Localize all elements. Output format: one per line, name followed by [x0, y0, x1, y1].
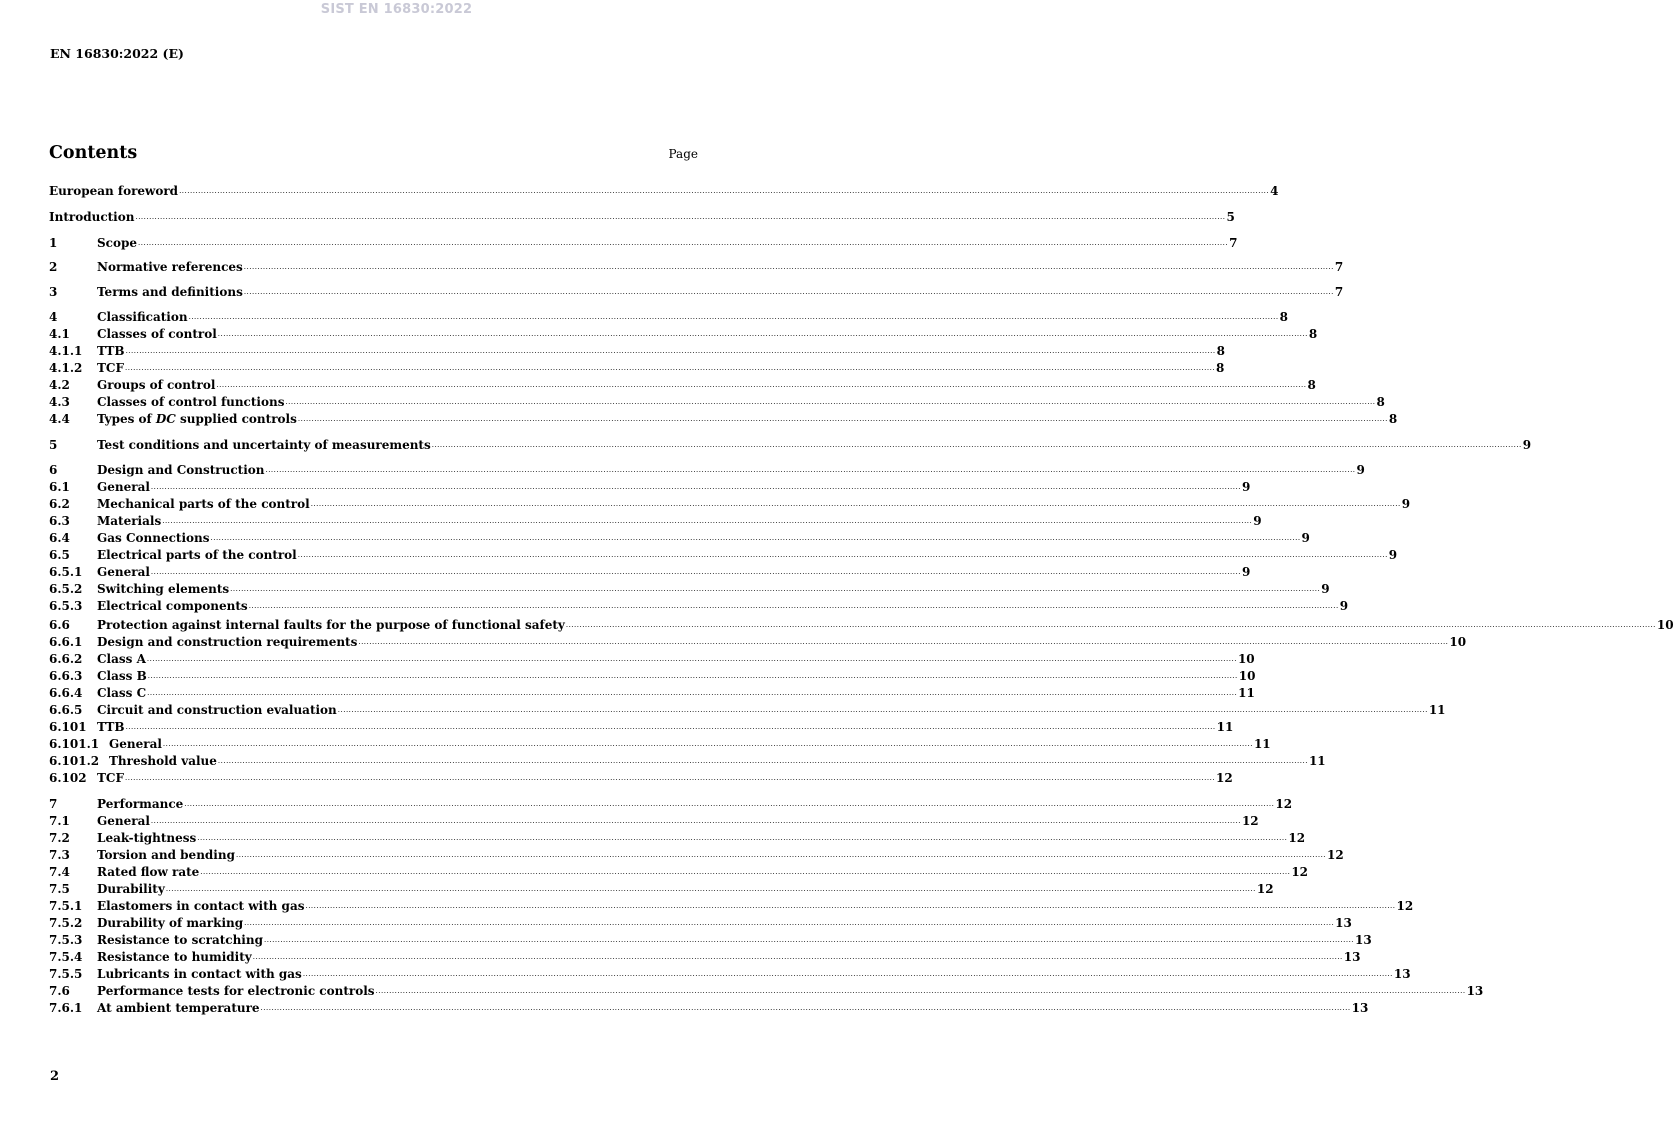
- toc-entry-number: 7.5.4: [49, 950, 83, 964]
- toc-entry-page: 9: [1401, 497, 1411, 511]
- toc-entry-page: 9: [1321, 582, 1330, 596]
- toc-entry-title: At ambient temperature: [97, 1001, 260, 1015]
- toc-entry-page: 11: [1238, 686, 1255, 700]
- toc-entry[interactable]: [49, 307, 1288, 324]
- toc-entry[interactable]: [49, 683, 1255, 700]
- toc-entry[interactable]: [49, 511, 1262, 528]
- toc-dot-leader: ................................................................................................................................................................................................................................................................................................................................................................................................................: [337, 706, 1428, 714]
- toc-dot-leader: ................................................................................................................................................................................................................................................................................................................................................................................................................: [285, 398, 1376, 406]
- toc-entry-page: 13: [1343, 950, 1361, 964]
- toc-dot-leader: ................................................................................................................................................................................................................................................................................................................................................................................................................: [184, 800, 1275, 808]
- toc-entry-page: 11: [1216, 720, 1234, 734]
- toc-dot-leader: ................................................................................................................................................................................................................................................................................................................................................................................................................: [217, 757, 1308, 765]
- toc-entry-page: 11: [1253, 737, 1271, 751]
- toc-entry-number: 6.3: [49, 514, 70, 528]
- toc-entry-number: 6.101.2: [49, 754, 100, 768]
- toc-entry-title-part: supplied controls: [175, 412, 297, 426]
- toc-entry[interactable]: [49, 494, 1411, 511]
- toc-entry[interactable]: [49, 930, 1372, 947]
- toc-entry-page: 13: [1351, 1001, 1369, 1015]
- toc-dot-leader: ................................................................................................................................................................................................................................................................................................................................................................................................................: [188, 313, 1279, 321]
- toc-entry-page: 4: [1270, 184, 1279, 198]
- toc-entry-number: 6.5.1: [49, 565, 83, 579]
- toc-dot-leader: ................................................................................................................................................................................................................................................................................................................................................................................................................: [248, 602, 1339, 610]
- toc-entry[interactable]: [49, 896, 1414, 913]
- toc-entry[interactable]: [49, 375, 1316, 392]
- toc-entry-page: 8: [1376, 395, 1385, 409]
- toc-entry-page: 8: [1279, 310, 1288, 324]
- toc-dot-leader: ................................................................................................................................................................................................................................................................................................................................................................................................................: [135, 213, 1226, 221]
- toc-entry-title-part: Types of: [97, 412, 156, 426]
- toc-dot-leader: ................................................................................................................................................................................................................................................................................................................................................................................................................: [358, 638, 1449, 646]
- document-id: EN 16830:2022 (E): [50, 46, 184, 61]
- toc-entry-title: Class A: [97, 652, 146, 666]
- toc-entry-page: 11: [1428, 703, 1446, 717]
- toc-dot-leader: ................................................................................................................................................................................................................................................................................................................................................................................................................: [125, 347, 1216, 355]
- toc-entry-number: 4.1.2: [49, 361, 83, 375]
- toc-entry[interactable]: [49, 632, 1467, 649]
- toc-entry-number: 7.3: [49, 848, 70, 862]
- toc-entry[interactable]: [49, 435, 1532, 452]
- toc-dot-leader: ................................................................................................................................................................................................................................................................................................................................................................................................................: [235, 851, 1327, 859]
- toc-entry-page: 5: [1226, 210, 1235, 224]
- toc-entry-title: Performance tests for electronic controls: [97, 984, 375, 998]
- toc-entry-page: 9: [1241, 565, 1251, 579]
- toc-entry-number: 6.6.1: [49, 635, 83, 649]
- toc-entry-title-italic: DC: [155, 412, 176, 426]
- toc-entry[interactable]: [49, 794, 1293, 811]
- toc-dot-leader: ................................................................................................................................................................................................................................................................................................................................................................................................................: [243, 263, 1334, 271]
- toc-dot-leader: ................................................................................................................................................................................................................................................................................................................................................................................................................: [146, 655, 1237, 663]
- toc-dot-leader: ................................................................................................................................................................................................................................................................................................................................................................................................................: [431, 441, 1522, 449]
- toc-entry-title: Gas Connections: [97, 531, 210, 545]
- toc-entry-number: 7.2: [49, 831, 70, 845]
- toc-dot-leader: ................................................................................................................................................................................................................................................................................................................................................................................................................: [147, 689, 1238, 697]
- toc-entry-title: Design and construction requirements: [97, 635, 358, 649]
- toc-entry-page: 9: [1253, 514, 1262, 528]
- toc-entry[interactable]: [49, 324, 1318, 341]
- toc-entry-page: 11: [1308, 754, 1326, 768]
- toc-entry-page: 9: [1388, 548, 1398, 562]
- toc-dot-leader: ................................................................................................................................................................................................................................................................................................................................................................................................................: [216, 381, 1307, 389]
- toc-entry[interactable]: [49, 717, 1234, 734]
- toc-dot-leader: ................................................................................................................................................................................................................................................................................................................................................................................................................: [138, 239, 1229, 247]
- toc-entry-number: 7.1: [49, 814, 70, 828]
- toc-entry-page: 12: [1396, 899, 1414, 913]
- page-column-label: Page: [668, 147, 698, 161]
- toc-entry-page: 12: [1327, 848, 1344, 862]
- toc-entry-number: 6.102: [49, 771, 87, 785]
- toc-dot-leader: ................................................................................................................................................................................................................................................................................................................................................................................................................: [263, 936, 1355, 944]
- toc-entry-title: [97, 412, 297, 426]
- toc-entry-title: Durability of marking: [97, 916, 244, 930]
- toc-dot-leader: ................................................................................................................................................................................................................................................................................................................................................................................................................: [230, 585, 1321, 593]
- toc-entry-number: 5: [49, 438, 58, 452]
- toc-entry-page: 13: [1393, 967, 1411, 981]
- toc-entry-number: 6.2: [49, 497, 70, 511]
- toc-entry-page: 12: [1275, 797, 1293, 811]
- toc-dot-leader: ................................................................................................................................................................................................................................................................................................................................................................................................................: [150, 568, 1241, 576]
- toc-dot-leader: ................................................................................................................................................................................................................................................................................................................................................................................................................: [243, 288, 1334, 296]
- toc-entry[interactable]: [49, 964, 1411, 981]
- toc-dot-leader: ................................................................................................................................................................................................................................................................................................................................................................................................................: [125, 364, 1216, 372]
- toc-dot-leader: ................................................................................................................................................................................................................................................................................................................................................................................................................: [565, 621, 1656, 629]
- toc-dot-leader: ................................................................................................................................................................................................................................................................................................................................................................................................................: [375, 987, 1466, 995]
- toc-dot-leader: ................................................................................................................................................................................................................................................................................................................................................................................................................: [252, 953, 1343, 961]
- toc-entry-title: Leak-tightness: [97, 831, 197, 845]
- toc-entry[interactable]: [49, 700, 1446, 717]
- toc-entry-title: Protection against internal faults for the purpose of functional safety: [97, 618, 565, 632]
- toc-entry-title: Normative references: [97, 260, 243, 274]
- toc-dot-leader: ................................................................................................................................................................................................................................................................................................................................................................................................................: [125, 723, 1216, 731]
- toc-entry-title: TCF: [97, 771, 124, 785]
- toc-entry-number: 4.2: [49, 378, 70, 392]
- toc-entry-page: 10: [1237, 652, 1255, 666]
- toc-entry-number: 7.5.1: [49, 899, 83, 913]
- toc-entry-title: General: [97, 565, 150, 579]
- toc-entry-page: 7: [1229, 236, 1238, 250]
- toc-entry-page: 12: [1256, 882, 1274, 896]
- toc-entry-title: Performance: [97, 797, 184, 811]
- toc-entry-page: 8: [1308, 327, 1318, 341]
- toc-entry[interactable]: [49, 596, 1349, 613]
- toc-dot-leader: ................................................................................................................................................................................................................................................................................................................................................................................................................: [302, 970, 1393, 978]
- toc-entry-page: 10: [1238, 669, 1256, 683]
- toc-entry[interactable]: [49, 998, 1369, 1015]
- toc-entry-title: Terms and definitions: [97, 285, 243, 299]
- toc-entry-page: 8: [1388, 412, 1398, 426]
- toc-entry-title: Resistance to humidity: [97, 950, 252, 964]
- toc-entry[interactable]: [49, 392, 1385, 409]
- toc-entry-title: Resistance to scratching: [97, 933, 263, 947]
- toc-entry-title: Classes of control functions: [97, 395, 285, 409]
- toc-entry[interactable]: [49, 358, 1225, 375]
- toc-entry-title: Electrical parts of the control: [97, 548, 297, 562]
- toc-entry-number: 6.6: [49, 618, 70, 632]
- toc-entry-number: 6.6.3: [49, 669, 83, 683]
- toc-entry-number: 6.6.4: [49, 686, 83, 700]
- toc-entry-title: Rated flow rate: [97, 865, 200, 879]
- contents-title: Contents: [49, 143, 138, 163]
- toc-entry-title: TCF: [97, 361, 124, 375]
- toc-entry-title: General: [97, 480, 150, 494]
- toc-dot-leader: ................................................................................................................................................................................................................................................................................................................................................................................................................: [244, 919, 1335, 927]
- toc-entry[interactable]: [49, 282, 1344, 299]
- toc-entry-page: 12: [1288, 831, 1306, 845]
- toc-entry-title: TTB: [97, 720, 125, 734]
- toc-entry-number: 6.101.1: [49, 737, 100, 751]
- toc-entry[interactable]: [49, 768, 1233, 785]
- toc-entry-number: 4.1.1: [49, 344, 83, 358]
- toc-entry[interactable]: [49, 409, 1398, 426]
- toc-entry-number: 7: [49, 797, 58, 811]
- toc-entry-title: Classification: [97, 310, 188, 324]
- toc-entry-number: 7.5.3: [49, 933, 83, 947]
- toc-entry-title: TTB: [97, 344, 125, 358]
- toc-entry[interactable]: [49, 257, 1344, 274]
- toc-entry-page: 13: [1466, 984, 1484, 998]
- toc-entry-number: 7.5: [49, 882, 70, 896]
- toc-entry-page: 12: [1291, 865, 1309, 879]
- toc-entry-number: 6.4: [49, 531, 70, 545]
- toc-entry[interactable]: [49, 181, 1279, 198]
- toc-entry-title: Elastomers in contact with gas: [97, 899, 305, 913]
- footer-page-number: 2: [50, 1069, 60, 1084]
- toc-entry-number: 4.4: [49, 412, 70, 426]
- toc-dot-leader: ................................................................................................................................................................................................................................................................................................................................................................................................................: [210, 534, 1301, 542]
- toc-entry[interactable]: [49, 477, 1251, 494]
- toc-entry-title: Lubricants in contact with gas: [97, 967, 302, 981]
- toc-dot-leader: ................................................................................................................................................................................................................................................................................................................................................................................................................: [125, 774, 1216, 782]
- toc-entry-title: Class B: [97, 669, 147, 683]
- toc-entry[interactable]: [49, 460, 1365, 477]
- toc-entry[interactable]: [49, 341, 1225, 358]
- toc-entry-number: 6.5: [49, 548, 70, 562]
- toc-dot-leader: ................................................................................................................................................................................................................................................................................................................................................................................................................: [150, 817, 1241, 825]
- toc-entry-title: Materials: [97, 514, 162, 528]
- toc-entry-number: 4.1: [49, 327, 70, 341]
- toc-entry-page: 9: [1301, 531, 1310, 545]
- toc-dot-leader: ................................................................................................................................................................................................................................................................................................................................................................................................................: [179, 187, 1270, 195]
- toc-entry-title: Groups of control: [97, 378, 216, 392]
- toc-entry[interactable]: [49, 666, 1256, 683]
- toc-entry-number: 6.101: [49, 720, 87, 734]
- toc-entry-number: 6.6.2: [49, 652, 83, 666]
- toc-entry[interactable]: [49, 233, 1238, 250]
- toc-entry-page: 7: [1334, 260, 1344, 274]
- toc-entry-title: Switching elements: [97, 582, 230, 596]
- toc-entry[interactable]: [49, 913, 1352, 930]
- toc-entry-number: 6: [49, 463, 58, 477]
- toc-entry-page: 9: [1241, 480, 1251, 494]
- toc-entry-title: European foreword: [49, 184, 179, 198]
- toc-dot-leader: ................................................................................................................................................................................................................................................................................................................................................................................................................: [297, 415, 1388, 423]
- toc-entry-title: Circuit and construction evaluation: [97, 703, 337, 717]
- toc-entry-page: 13: [1355, 933, 1372, 947]
- toc-entry-page: 7: [1334, 285, 1344, 299]
- toc-entry[interactable]: [49, 649, 1255, 666]
- toc-entry[interactable]: [49, 845, 1344, 862]
- toc-entry-title: Durability: [97, 882, 165, 896]
- toc-dot-leader: ................................................................................................................................................................................................................................................................................................................................................................................................................: [305, 902, 1396, 910]
- toc-dot-leader: ................................................................................................................................................................................................................................................................................................................................................................................................................: [217, 330, 1308, 338]
- toc-entry-page: 10: [1449, 635, 1467, 649]
- toc-entry-page: 8: [1216, 344, 1225, 358]
- toc-dot-leader: ................................................................................................................................................................................................................................................................................................................................................................................................................: [165, 885, 1256, 893]
- toc-entry[interactable]: [49, 207, 1235, 224]
- toc-dot-leader: ................................................................................................................................................................................................................................................................................................................................................................................................................: [150, 483, 1241, 491]
- toc-entry-number: 1: [49, 236, 58, 250]
- toc-entry-title: Scope: [97, 236, 138, 250]
- toc-entry-page: 13: [1335, 916, 1352, 930]
- toc-entry-page: 9: [1522, 438, 1532, 452]
- toc-dot-leader: ................................................................................................................................................................................................................................................................................................................................................................................................................: [260, 1004, 1351, 1012]
- toc-entry[interactable]: [49, 734, 1271, 751]
- toc-entry-title: General: [97, 814, 150, 828]
- toc-entry[interactable]: [49, 879, 1274, 896]
- toc-entry-number: 7.4: [49, 865, 70, 879]
- toc-entry-title: Electrical components: [97, 599, 248, 613]
- toc-entry[interactable]: [49, 545, 1398, 562]
- toc-entry-title: General: [109, 737, 162, 751]
- toc-entry[interactable]: [49, 947, 1361, 964]
- toc-entry-page: 8: [1216, 361, 1225, 375]
- toc-entry-number: 4.3: [49, 395, 70, 409]
- toc-dot-leader: ................................................................................................................................................................................................................................................................................................................................................................................................................: [200, 868, 1291, 876]
- toc-entry-number: 7.6: [49, 984, 70, 998]
- toc-entry[interactable]: [49, 811, 1259, 828]
- toc-dot-leader: ................................................................................................................................................................................................................................................................................................................................................................................................................: [297, 551, 1388, 559]
- watermark: SIST EN 16830:2022: [320, 2, 473, 17]
- toc-dot-leader: ................................................................................................................................................................................................................................................................................................................................................................................................................: [162, 740, 1253, 748]
- toc-entry-number: 6.1: [49, 480, 70, 494]
- toc-entry-page: 12: [1216, 771, 1233, 785]
- toc-entry-page: 12: [1241, 814, 1259, 828]
- toc-entry-number: 6.5.3: [49, 599, 83, 613]
- toc-entry[interactable]: [49, 981, 1484, 998]
- toc-entry[interactable]: [49, 615, 1674, 632]
- toc-entry-number: 4: [49, 310, 58, 324]
- toc-entry[interactable]: [49, 751, 1326, 768]
- toc-entry-title: Torsion and bending: [97, 848, 235, 862]
- toc-entry[interactable]: [49, 579, 1330, 596]
- toc-entry[interactable]: [49, 862, 1309, 879]
- toc-entry-number: 3: [49, 285, 58, 299]
- toc-entry-page: 10: [1656, 618, 1674, 632]
- toc-entry-number: 7.5.2: [49, 916, 83, 930]
- toc-dot-leader: ................................................................................................................................................................................................................................................................................................................................................................................................................: [147, 672, 1238, 680]
- toc-entry[interactable]: [49, 562, 1251, 579]
- toc-dot-leader: ................................................................................................................................................................................................................................................................................................................................................................................................................: [265, 466, 1356, 474]
- toc-entry-page: 9: [1339, 599, 1349, 613]
- toc-entry-title: Threshold value: [109, 754, 217, 768]
- toc-dot-leader: ................................................................................................................................................................................................................................................................................................................................................................................................................: [162, 517, 1253, 525]
- toc-entry-number: 7.5.5: [49, 967, 83, 981]
- toc-entry-title: Introduction: [49, 210, 135, 224]
- toc-entry[interactable]: [49, 528, 1310, 545]
- toc-entry-title: Test conditions and uncertainty of measurements: [97, 438, 431, 452]
- toc-entry-title: Classes of control: [97, 327, 217, 341]
- toc-entry-title: Class C: [97, 686, 147, 700]
- toc-entry-page: 9: [1356, 463, 1365, 477]
- toc-entry[interactable]: [49, 828, 1306, 845]
- toc-entry-number: 6.6.5: [49, 703, 83, 717]
- toc-entry-page: 8: [1307, 378, 1316, 392]
- toc-entry-number: 2: [49, 260, 58, 274]
- toc-entry-title: Mechanical parts of the control: [97, 497, 310, 511]
- toc-dot-leader: ................................................................................................................................................................................................................................................................................................................................................................................................................: [197, 834, 1288, 842]
- toc-entry-title: Design and Construction: [97, 463, 265, 477]
- toc-entry-number: 7.6.1: [49, 1001, 83, 1015]
- toc-dot-leader: ................................................................................................................................................................................................................................................................................................................................................................................................................: [310, 500, 1401, 508]
- toc-entry-number: 6.5.2: [49, 582, 83, 596]
